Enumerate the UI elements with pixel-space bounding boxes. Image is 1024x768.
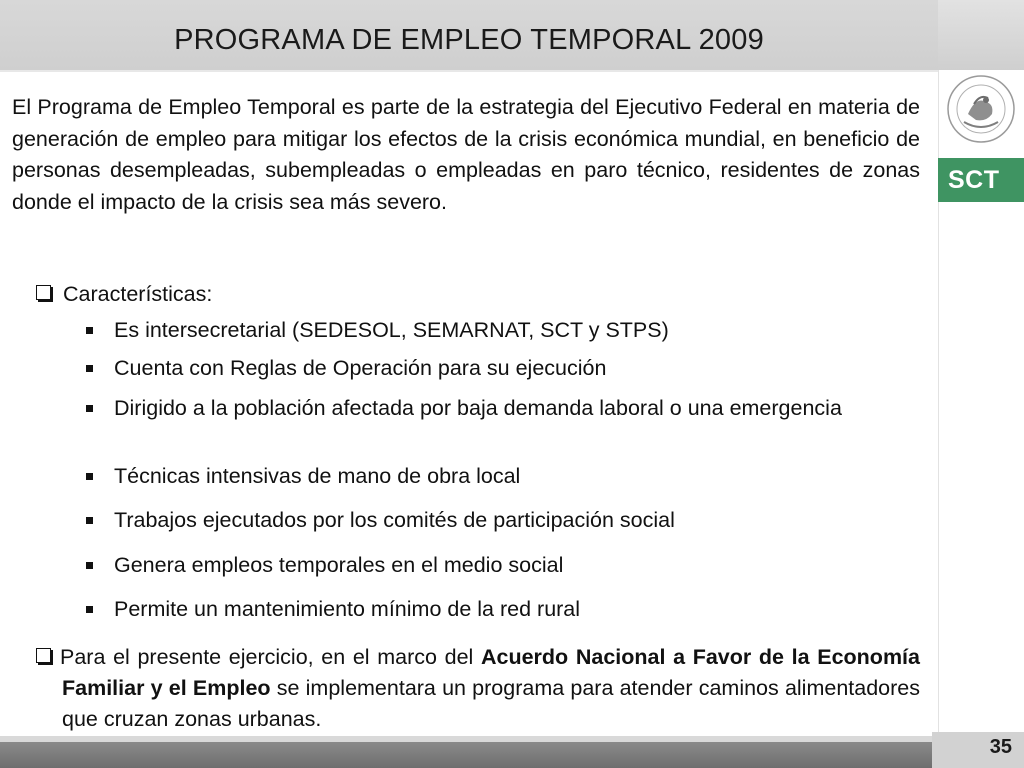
closing-paragraph: [36, 642, 920, 735]
features-heading-label: Características:: [63, 282, 213, 306]
page-title: PROGRAMA DE EMPLEO TEMPORAL 2009: [174, 24, 764, 56]
square-bullet-icon: [86, 562, 93, 569]
intro-paragraph: El Programa de Empleo Temporal es parte de la estrategia del Ejecutivo Federal en materia de generación de empleo para mitigar los efectos de la crisis económica mundial, en beneficio de personas desempleadas, subempleadas o empleadas en paro técnico, residentes de zonas donde el impacto de la crisis sea más severo.: [12, 95, 920, 214]
square-bullet-icon: [86, 365, 93, 372]
list-item: [86, 551, 920, 580]
list-item: [86, 316, 920, 345]
list-item: [86, 394, 920, 423]
closing-prefix: Para el presente ejercicio, en el marco del: [60, 645, 481, 669]
footer-bar: [0, 742, 938, 768]
title-bar: [0, 0, 938, 72]
square-bullet-icon: [86, 517, 93, 524]
list-item-text: Cuenta con Reglas de Operación para su ejecución: [114, 356, 607, 380]
list-item-text: Dirigido a la población afectada por baja demanda laboral o una emergencia: [114, 396, 842, 420]
closing-bold-agreement: Acuerdo Nacional a Favor de la Economía Familiar y el Empleo: [62, 645, 920, 700]
list-item: [86, 354, 920, 383]
closing-body: [62, 642, 920, 735]
checkbox-bullet-icon: [36, 648, 51, 663]
features-heading: [36, 282, 212, 307]
list-item-text: Genera empleos temporales en el medio social: [114, 553, 564, 577]
list-item: [86, 462, 920, 491]
list-item-text: Permite un mantenimiento mínimo de la red rural: [114, 597, 581, 621]
list-item: [86, 595, 920, 624]
intro-block: [12, 92, 920, 218]
square-bullet-icon: [86, 327, 93, 334]
square-bullet-icon: [86, 606, 93, 613]
coat-of-arms-seal-icon: [946, 74, 1016, 144]
list-item: [86, 506, 920, 535]
list-item-text: Técnicas intensivas de mano de obra local: [114, 464, 521, 488]
list-item-text: Trabajos ejecutados por los comités de participación social: [114, 508, 675, 532]
list-item-text: Es intersecretarial (SEDESOL, SEMARNAT, SCT y STPS): [114, 318, 669, 342]
brand-top-strip: [938, 0, 1024, 70]
closing-suffix: se implementara un programa para atender caminos alimentadores que cruzan zonas urbanas.: [62, 676, 920, 731]
page-number: 35: [989, 736, 1012, 758]
square-bullet-icon: [86, 473, 93, 480]
checkbox-bullet-icon: [36, 285, 51, 300]
square-bullet-icon: [86, 405, 93, 412]
sct-logo-text: SCT: [948, 166, 1000, 194]
